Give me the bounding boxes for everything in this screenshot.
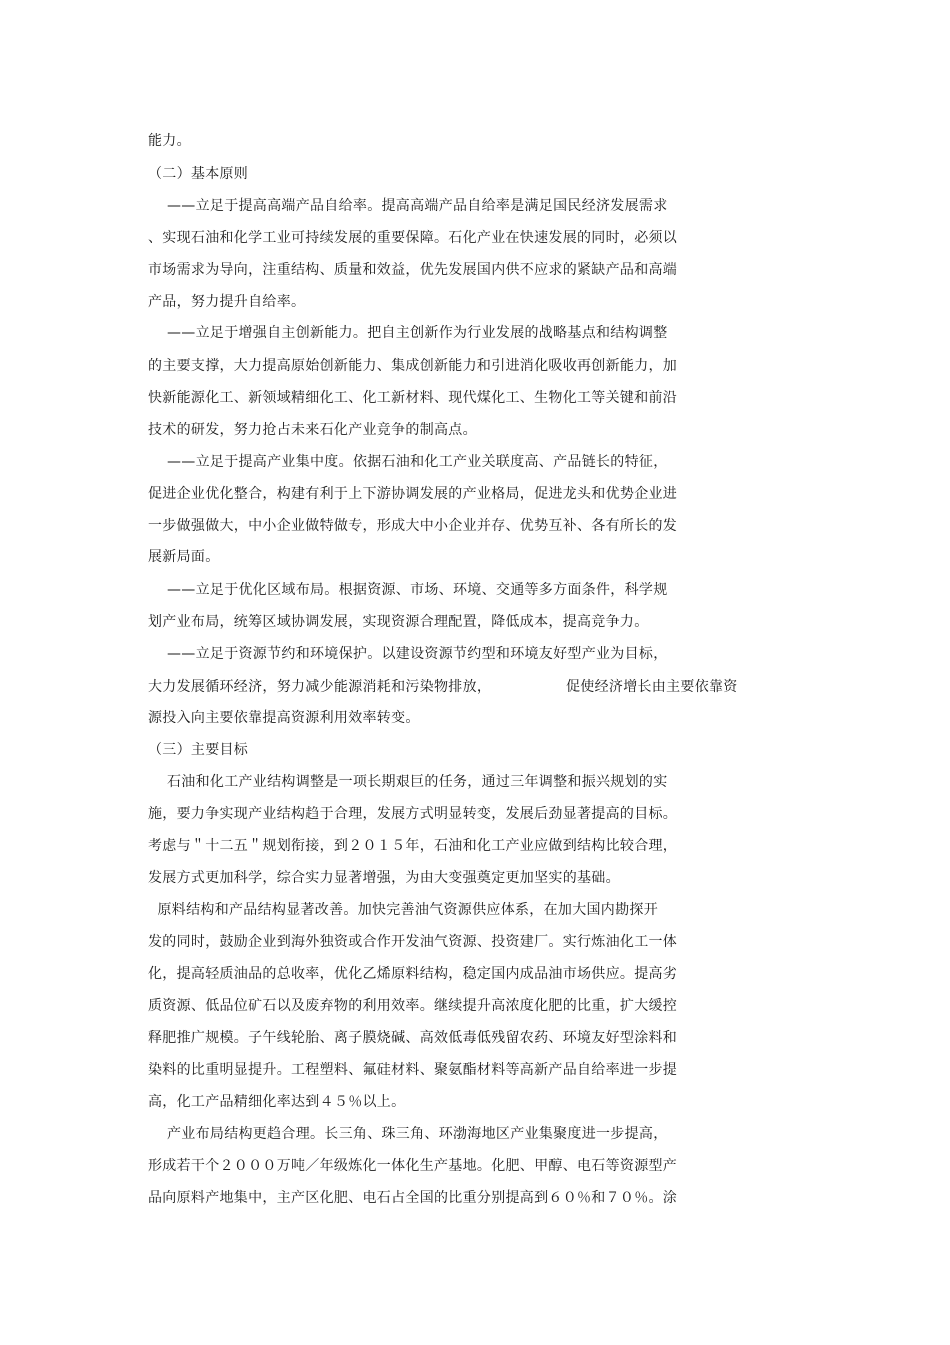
text-line: 一步做强做大，中小企业做特做专，形成大中小企业并存、优势互补、各有所长的发: [148, 518, 678, 534]
text-line: 原料结构和产品结构显著改善。加快完善油气资源供应体系，在加大国内勘探开: [148, 902, 658, 918]
text-line: 能力。: [148, 133, 191, 149]
text-line: 技术的研发，努力抢占未来石化产业竞争的制高点。: [148, 422, 477, 438]
text-line: 考虑与＂十二五＂规划衔接，到２０１５年，石油和化工产业应做到结构比较合理，: [148, 838, 678, 854]
text-line: 的主要支撑，大力提高原始创新能力、集成创新能力和引进消化吸收再创新能力，加: [148, 358, 678, 374]
text-line: 高，化工产品精细化率达到４５％以上。: [148, 1094, 406, 1110]
text-line: 施，要力争实现产业结构趋于合理，发展方式明显转变，发展后劲显著提高的目标。: [148, 806, 678, 822]
section-heading: （二）基本原则: [148, 166, 249, 182]
text-line: 品向原料产地集中，主产区化肥、电石占全国的比重分别提高到６０％和７０％。涂: [148, 1190, 678, 1206]
text-line: 释肥推广规模。子午线轮胎、离子膜烧碱、高效低毒低残留农药、环境友好型涂料和: [148, 1030, 678, 1046]
text-line: ——立足于资源节约和环境保护。以建设资源节约型和环境友好型产业为目标，: [148, 646, 668, 662]
text-line: 产业布局结构更趋合理。长三角、珠三角、环渤海地区产业集聚度进一步提高，: [148, 1126, 668, 1142]
text-line: 产品，努力提升自给率。: [148, 294, 306, 310]
text-line: 展新局面。: [148, 549, 220, 565]
text-line: 促使经济增长由主要依靠资: [566, 679, 738, 695]
text-line: 快新能源化工、新领域精细化工、化工新材料、现代煤化工、生物化工等关键和前沿: [148, 390, 678, 406]
text-line: 发展方式更加科学，综合实力显著增强，为由大变强奠定更加坚实的基础。: [148, 870, 620, 886]
text-line: 促进企业优化整合，构建有利于上下游协调发展的产业格局，促进龙头和优势企业进: [148, 486, 678, 502]
text-line: 、实现石油和化学工业可持续发展的重要保障。石化产业在快速发展的同时，必须以: [148, 230, 678, 246]
text-line: 质资源、低品位矿石以及废弃物的利用效率。继续提升高浓度化肥的比重，扩大缓控: [148, 998, 678, 1014]
text-line: 市场需求为导向，注重结构、质量和效益，优先发展国内供不应求的紧缺产品和高端: [148, 262, 678, 278]
text-line: ——立足于提高高端产品自给率。提高高端产品自给率是满足国民经济发展需求: [148, 198, 668, 214]
text-line: ——立足于增强自主创新能力。把自主创新作为行业发展的战略基点和结构调整: [148, 325, 668, 341]
text-line: 形成若干个２０００万吨／年级炼化一体化生产基地。化肥、甲醇、电石等资源型产: [148, 1158, 678, 1174]
text-line: ——立足于优化区域布局。根据资源、市场、环境、交通等多方面条件，科学规: [148, 582, 668, 598]
text-line: 大力发展循环经济，努力减少能源消耗和污染物排放，: [148, 679, 492, 695]
section-heading: （三）主要目标: [148, 742, 249, 758]
text-line: 源投入向主要依靠提高资源利用效率转变。: [148, 710, 420, 726]
text-line: 染料的比重明显提升。工程塑料、氟硅材料、聚氨酯材料等高新产品自给率进一步提: [148, 1062, 678, 1078]
text-line: 化，提高轻质油品的总收率，优化乙烯原料结构，稳定国内成品油市场供应。提高劣: [148, 966, 678, 982]
text-line: 划产业布局，统筹区域协调发展，实现资源合理配置，降低成本，提高竞争力。: [148, 614, 649, 630]
text-line: ——立足于提高产业集中度。依据石油和化工产业关联度高、产品链长的特征，: [148, 454, 668, 470]
text-line: 石油和化工产业结构调整是一项长期艰巨的任务，通过三年调整和振兴规划的实: [148, 774, 668, 790]
text-line: 发的同时，鼓励企业到海外独资或合作开发油气资源、投资建厂。实行炼油化工一体: [148, 934, 678, 950]
